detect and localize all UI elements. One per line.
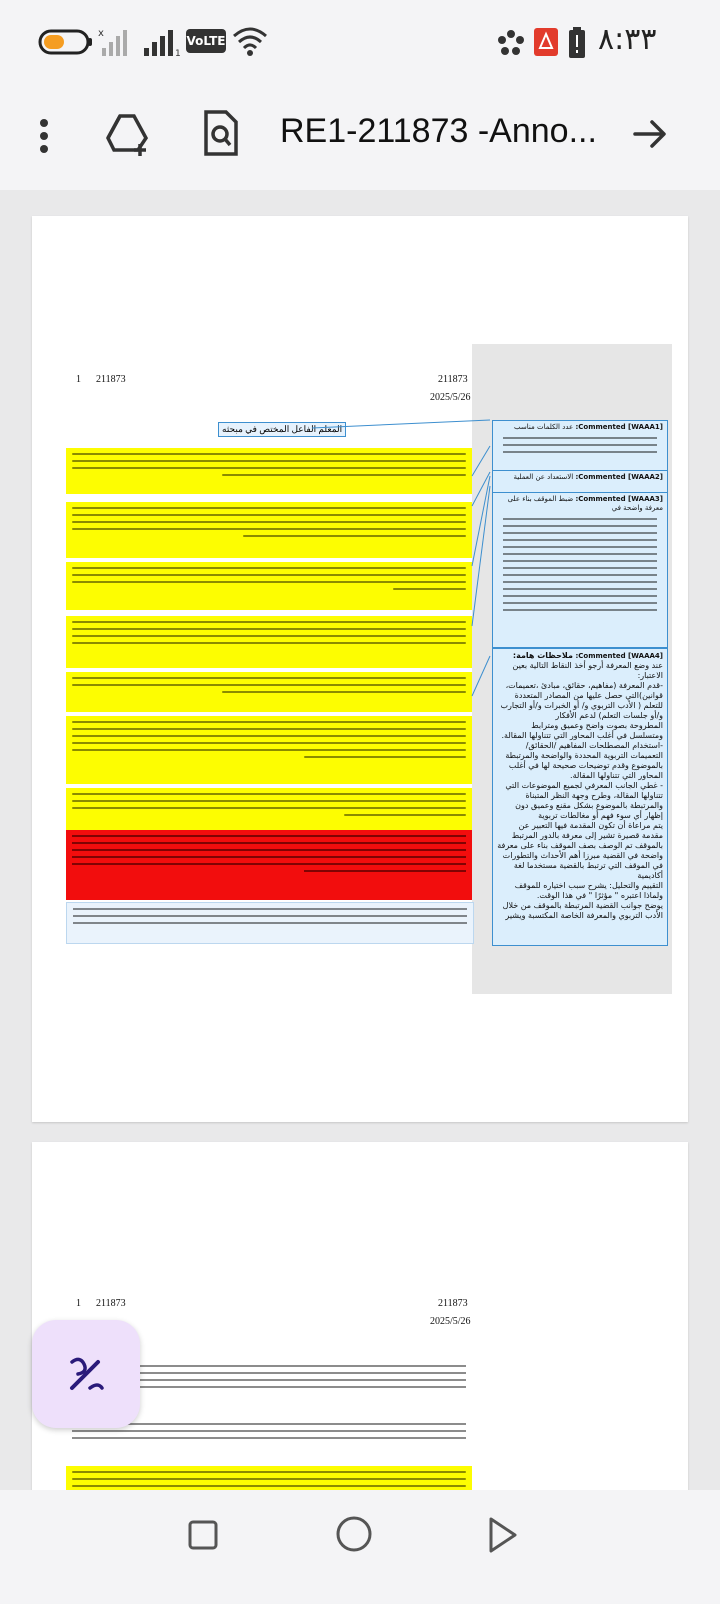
header-id-left: 211873 <box>96 1298 126 1309</box>
signal-icon <box>142 26 182 58</box>
add-to-drive-icon[interactable] <box>104 110 152 158</box>
header-id-right: 211873 <box>438 1298 468 1309</box>
comment-body-line: - غطي الجانب المعرفي لجميع الموضوعات التي تتناولها المقالة، وطرح وجهة النظر المتبناة والمرتبطة بالموضوع بشكل مقنع وعميق دون إظهار أي سوء فهم أو مغالطات تربوية <box>505 781 663 820</box>
battery-icon <box>38 28 94 56</box>
no-signal-icon <box>98 26 130 58</box>
header-date: 2025/5/26 <box>430 1316 471 1327</box>
back-button[interactable] <box>478 1508 528 1562</box>
comment-author: Commented [WAAA4]: <box>575 652 663 660</box>
home-button[interactable] <box>326 1506 382 1562</box>
red-highlighted-paragraph <box>66 830 472 900</box>
comment-connectors <box>312 416 492 836</box>
paragraph <box>66 902 474 944</box>
pen-edit-icon <box>64 1352 108 1396</box>
comment-text: ضبط الموقف بناء على معرفة واضحة في <box>507 495 663 512</box>
app-bar <box>0 82 720 191</box>
comment-body-line: -استخدام المصطلحات المفاهيم /الحقائق/ التعميمات التربوية المحددة والواضحة والمرتبطة بالموضوع وقدم توضيحات صحيحة لها في أغلب المحاور التي تتناولها المقالة. <box>505 741 663 780</box>
document-title: RE1-211873 -Anno... <box>280 112 597 150</box>
status-time: ٨:٣٣ <box>598 22 657 57</box>
section-heading: المعلم الفاعل المختص في مبحثه <box>218 422 346 437</box>
system-nav-bar <box>0 1490 720 1604</box>
comment-body-line: عند وضع المعرفة أرجو أخذ النقاط التالية بعين الاعتبار: <box>512 661 663 680</box>
app-notification-icon <box>496 28 526 58</box>
status-bar <box>0 0 720 82</box>
comment-text: ملاحظات هامة: <box>512 651 573 660</box>
page-number: 1 <box>76 374 81 385</box>
svg-text:1: 1 <box>175 49 181 58</box>
comment-body-line: التقييم والتحليل: يشرح سبب اختياره للموقف ولماذا اعتبره " مؤثرًا " في هذا الوقت. <box>514 881 663 900</box>
header-id-right: 211873 <box>438 374 468 385</box>
search-in-document-icon[interactable] <box>198 108 242 158</box>
annotate-button[interactable] <box>32 1320 140 1428</box>
header-date: 2025/5/26 <box>430 392 471 403</box>
header-id-left: 211873 <box>96 374 126 385</box>
more-options-icon[interactable] <box>22 114 66 158</box>
comment-waaa4[interactable] <box>492 648 668 946</box>
comment-body-line: يوضح جوانب القضية المرتبطة بالموقف من خلال الأدب التربوي والمعرفة الخاصة المكتسبة ويشير <box>502 901 663 920</box>
wifi-icon <box>232 24 268 58</box>
comment-text: عدد الكلمات مناسب <box>514 423 574 431</box>
open-arrow-icon[interactable] <box>628 112 672 156</box>
svg-text:x: x <box>98 28 104 39</box>
document-page-1 <box>32 216 688 1122</box>
comment-body-line: يتم مراعاة أن تكون المقدمة فيها التعبير عن مقدمة قصيرة تشير إلى معرفة بالدور المرتبط بالموقف تم الوصف بصف الموقف بناء على معرفة واضحة في القضية مبرزا أهم الأحداث والتطورات في الموقف التي ترتبط بالقضية مستخدما لغة أكاديمية <box>497 821 663 880</box>
comment-text: الاستعداد عن العملية <box>513 473 574 481</box>
pdf-icon <box>532 26 560 58</box>
comment-waaa3[interactable] <box>492 492 668 648</box>
comment-author: Commented [WAAA3]: <box>575 495 663 503</box>
comment-author: Commented [WAAA1]: <box>575 423 663 431</box>
volte-badge: VoLTE <box>186 29 226 53</box>
comment-author: Commented [WAAA2]: <box>575 473 663 481</box>
comment-body-line: المطروحة بصوت واضح وعميق ومترابط ومتسلسل في أغلب المحاور التي تتناولها المقالة. <box>501 721 663 740</box>
page-number: 1 <box>76 1298 81 1309</box>
battery-alert-icon <box>566 26 588 60</box>
recent-apps-button[interactable] <box>178 1510 228 1560</box>
comment-waaa1[interactable] <box>492 420 668 472</box>
comment-waaa2[interactable] <box>492 470 668 494</box>
comment-body-line: -قدم المعرفة (مفاهيم، حقائق، مبادئ ،تعميمات، قوانين)التي حصل عليها من المصادر المتعددة للتعلم ( الأدب التربوي و/ أو الخبرات و/أو التجارب و/أو جلسات التعلم) لدعم الأفكار <box>500 681 663 720</box>
